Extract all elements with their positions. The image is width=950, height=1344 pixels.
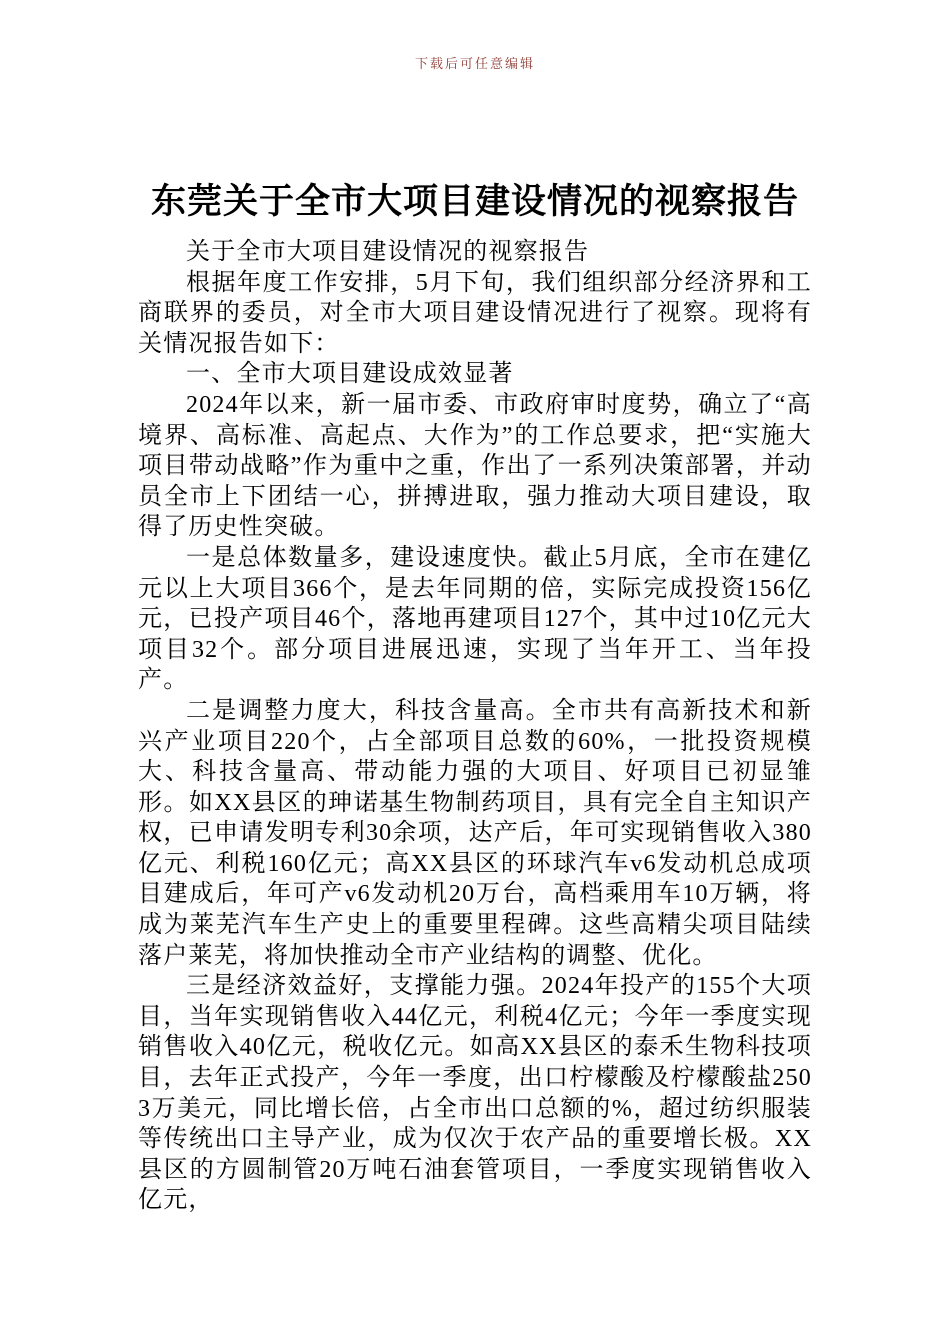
paragraph-point-one: 一是总体数量多，建设速度快。截止5月底，全市在建亿元以上大项目366个，是去年同期的倍，实际完成投资156亿元，已投产项目46个，落地再建项目127个，其中过10亿元大项目32个。部分项目进展迅速，实现了当年开工、当年投产。 <box>138 544 812 694</box>
paragraph-subtitle: 关于全市大项目建设情况的视察报告 <box>186 239 590 265</box>
header-note: 下载后可任意编辑 <box>414 56 535 71</box>
document-body <box>138 237 812 1216</box>
paragraph-intro: 根据年度工作安排，5月下旬，我们组织部分经济界和工商联界的委员，对全市大项目建设情况进行了视察。现将有关情况报告如下： <box>138 269 812 357</box>
paragraph-point-three: 三是经济效益好，支撑能力强。2024年投产的155个大项目，当年实现销售收入44亿元，利税4亿元；今年一季度实现销售收入40亿元，税收亿元。如高XX县区的泰禾生物科技项目，去年正式投产，今年一季度，出口柠檬酸及柠檬酸盐2503万美元，同比增长倍，占全市出口总额的%，超过纺织服装等传统出口主导产业，成为仅次于农产品的重要增长极。XX县区的方圆制管20万吨石油套管项目，一季度实现销售收入亿元， <box>138 973 812 1214</box>
paragraph-section-heading: 一、全市大项目建设成效显著 <box>186 361 514 388</box>
paragraph-overview: 2024年以来，新一届市委、市政府审时度势，确立了“高境界、高标准、高起点、大作为”的工作总要求，把“实施大项目带动战略”作为重中之重，作出了一系列决策部署，并动员全市上下团结一心，拼搏进取，强力推动大项目建设，取得了历史性突破。 <box>138 391 812 541</box>
document-title: 东莞关于全市大项目建设情况的视察报告 <box>150 182 799 221</box>
paragraph-point-two: 二是调整力度大，科技含量高。全市共有高新技术和新兴产业项目220个，占全部项目总数的60%，一批投资规模大、科技含量高、带动能力强的大项目、好项目已初显雏形。如XX县区的珅诺基生物制药项目，具有完全自主知识产权，已申请发明专利30余项，达产后，年可实现销售收入380亿元、利税160亿元；高XX县区的环球汽车v6发动机总成项目建成后，年可产v6发动机20万台，高档乘用车10万辆，将成为莱芜汽车生产史上的重要里程碑。这些高精尖项目陆续落户莱芜，将加快推动全市产业结构的调整、优化。 <box>138 697 812 969</box>
